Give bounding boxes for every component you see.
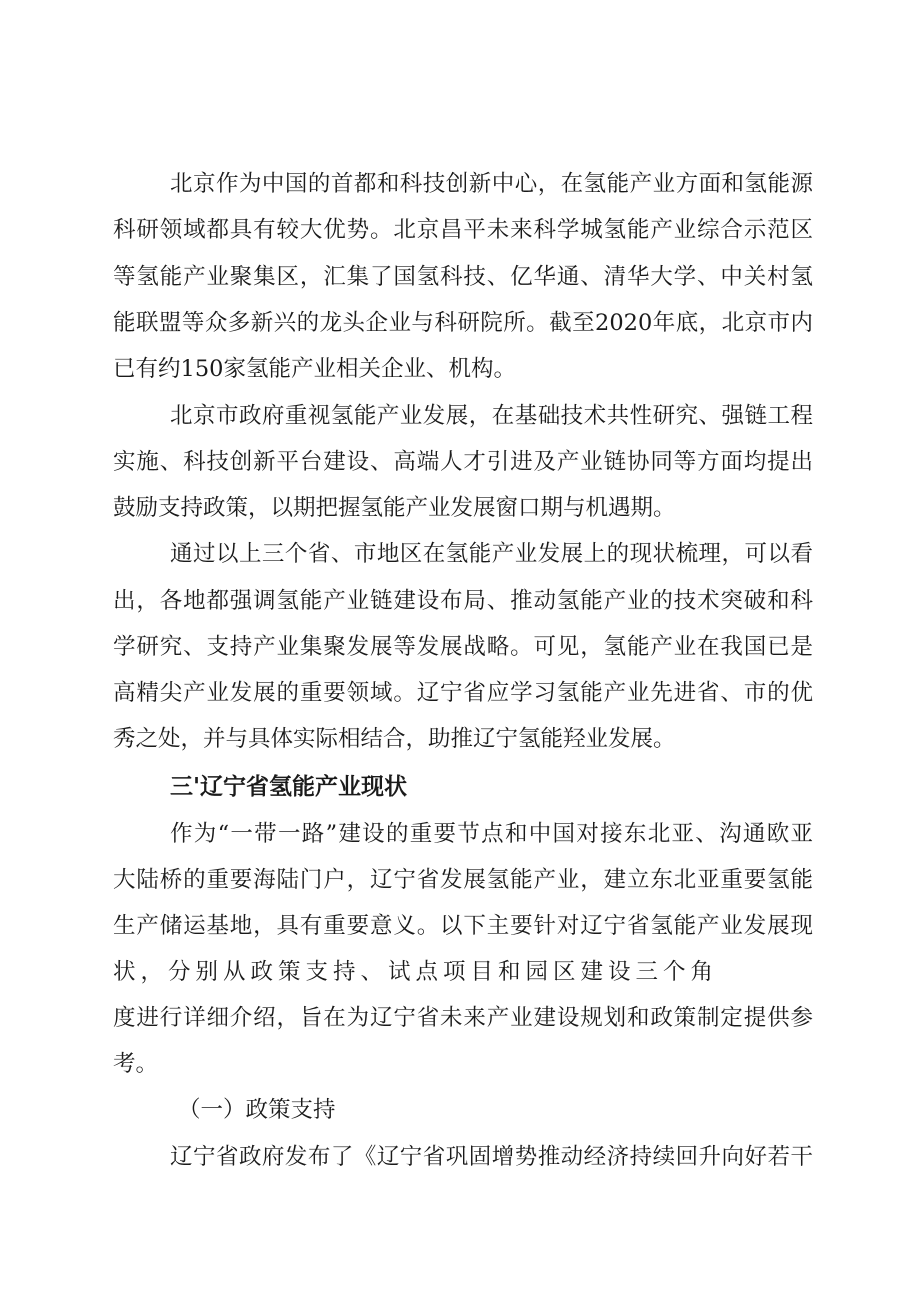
paragraph-3-line-2: 出，各地都强调氢能产业链建设布局、推动氢能产业的技术突破和科 bbox=[113, 588, 813, 614]
paragraph-3-line-1: 通过以上三个省、市地区在氢能产业发展上的现状梳理，可以看 bbox=[170, 541, 813, 567]
paragraph-2-line-1: 北京市政府重视氢能产业发展，在基础技术共性研究、强链工程 bbox=[170, 403, 813, 429]
paragraph-3-line-3: 学研究、支持产业集聚发展等发展战略。可见，氢能产业在我国已是 bbox=[113, 634, 813, 660]
subsection-heading: （一）政策支持 bbox=[178, 1097, 336, 1123]
paragraph-1-line-2: 科研领域都具有较大优势。北京昌平未来科学城氢能产业综合示范区 bbox=[113, 217, 813, 243]
paragraph-2-line-3: 鼓励支持政策，以期把握氢能产业发展窗口期与机遇期。 bbox=[113, 495, 676, 521]
paragraph-4-line-4: 状，分别从政策支持、试点项目和园区建设三个角 bbox=[113, 959, 719, 985]
paragraph-1-line-5: 已有约150家氢能产业相关企业、机构。 bbox=[113, 356, 516, 382]
paragraph-3-line-5: 秀之处，并与具体实际相结合，助推辽宁氢能羟业发展。 bbox=[113, 726, 676, 752]
paragraph-4-line-1: 作为“一带一路”建设的重要节点和中国对接东北亚、沟通欧亚 bbox=[170, 821, 813, 847]
paragraph-4-line-6: 考。 bbox=[113, 1051, 159, 1077]
paragraph-4-line-5: 度进行详细介绍，旨在为辽宁省未来产业建设规划和政策制定提供参 bbox=[113, 1005, 813, 1031]
paragraph-1-line-4: 能联盟等众多新兴的龙头企业与科研院所。截至2020年底，北京市内 bbox=[113, 310, 813, 336]
paragraph-3-line-4: 高精尖产业发展的重要领域。辽宁省应学习氢能产业先进省、市的优 bbox=[113, 680, 813, 706]
paragraph-4-line-3: 生产储运基地，具有重要意义。以下主要针对辽宁省氢能产业发展现 bbox=[113, 913, 813, 939]
section-heading: 三'辽宁省氢能产业现状 bbox=[170, 774, 408, 800]
paragraph-1-line-3: 等氢能产业聚集区，汇集了国氢科技、亿华通、清华大学、中关村氢 bbox=[113, 264, 813, 290]
paragraph-5-line-1: 辽宁省政府发布了《辽宁省巩固增势推动经济持续回升向好若干 bbox=[170, 1144, 813, 1170]
paragraph-2-line-2: 实施、科技创新平台建设、高端人才引进及产业链协同等方面均提出 bbox=[113, 449, 813, 475]
paragraph-1-line-1: 北京作为中国的首都和科技创新中心，在氢能产业方面和氢能源 bbox=[170, 171, 813, 197]
paragraph-4-line-2: 大陆桥的重要海陆门户，辽宁省发展氢能产业，建立东北亚重要氢能 bbox=[113, 867, 813, 893]
